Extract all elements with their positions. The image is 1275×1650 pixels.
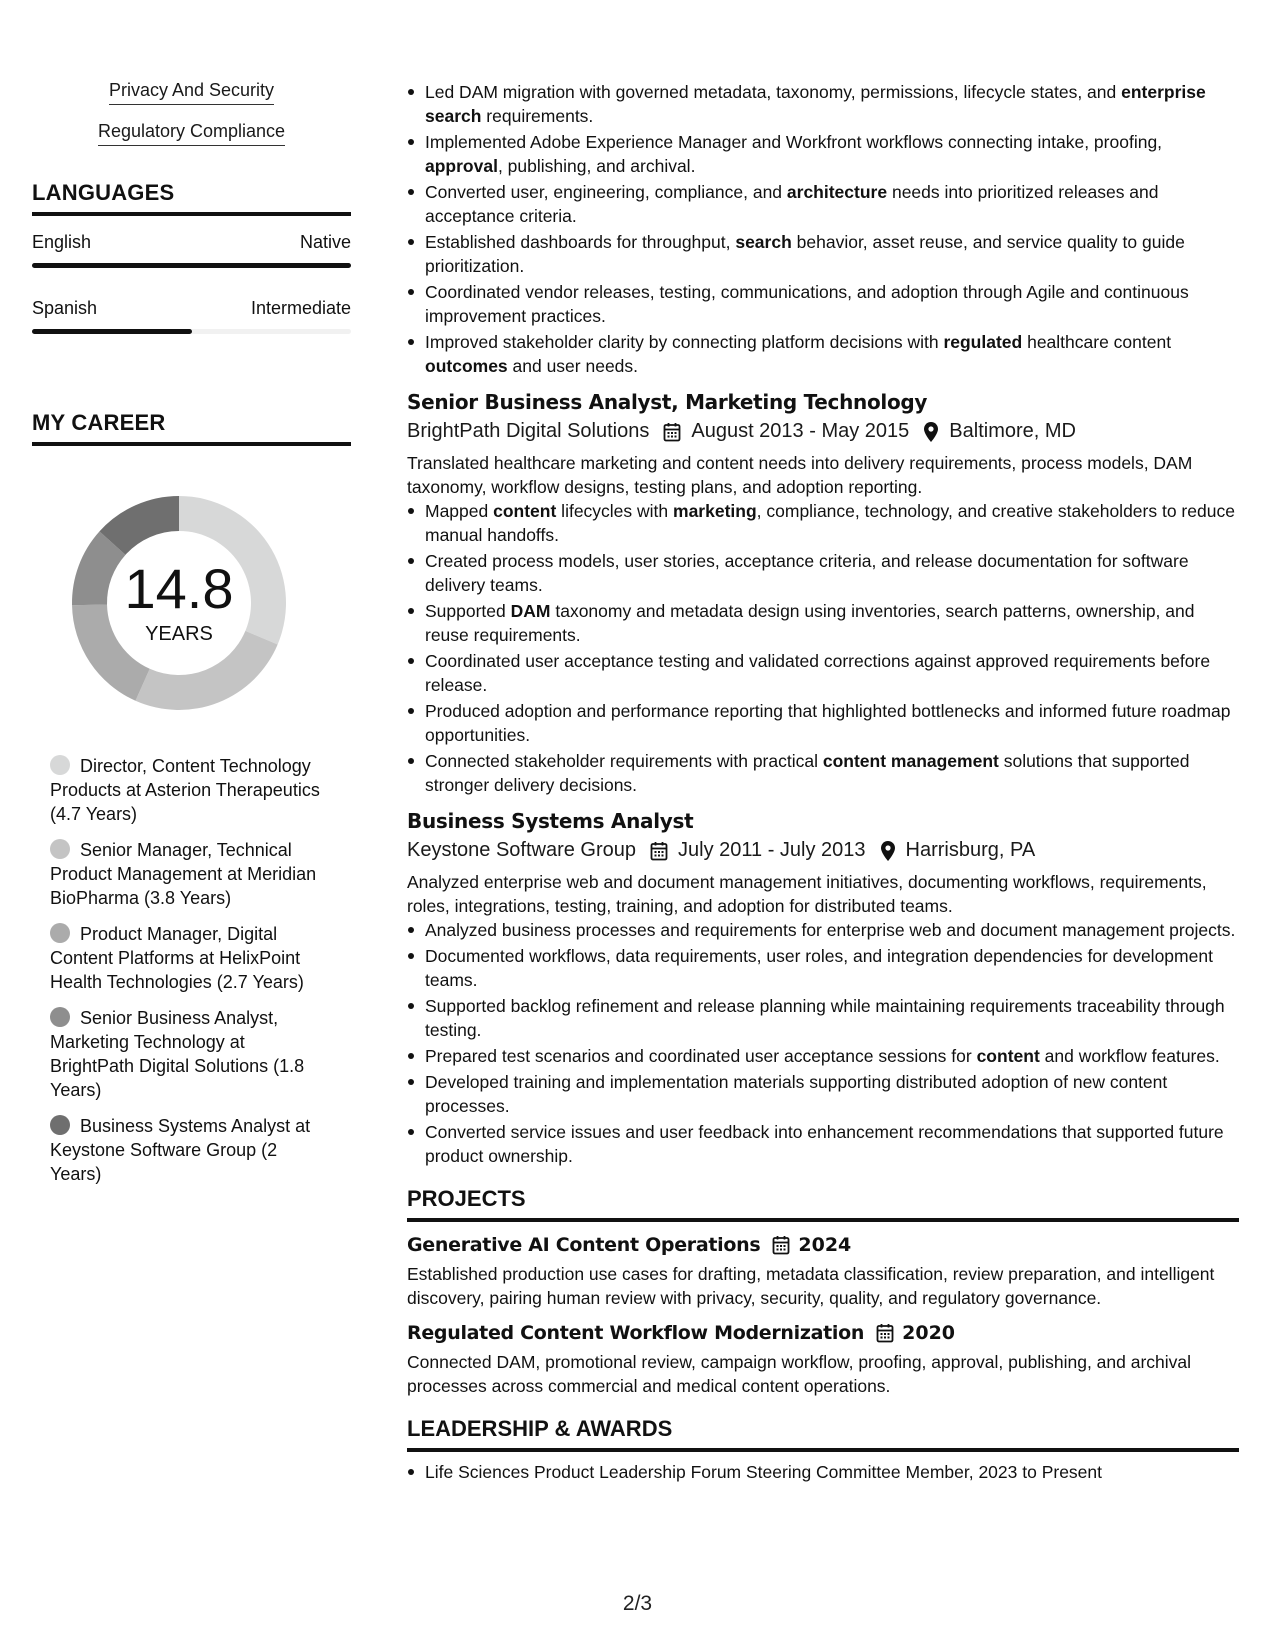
sidebar [32, 80, 351, 1198]
calendar-icon [663, 422, 681, 442]
project-title: Generative AI Content Operations [407, 1234, 761, 1256]
job-bullets [407, 918, 1239, 1168]
career-heading: MY CAREER [32, 410, 351, 446]
career-legend-item [50, 838, 330, 910]
job-dates: July 2011 - July 2013 [678, 839, 866, 861]
job-company: BrightPath Digital Solutions [407, 420, 650, 442]
bullet-item: Supported backlog refinement and release planning while maintaining requirements traceability through testing. [407, 994, 1239, 1042]
language-bar-fill [32, 263, 351, 268]
bullet-item: Created process models, user stories, acceptance criteria, and release documentation for software delivery teams. [407, 549, 1239, 597]
career-total-unit: YEARS [145, 622, 213, 645]
bullet-item: Supported DAM taxonomy and metadata design using inventories, search patterns, ownership, and reuse requirements. [407, 599, 1239, 647]
career-legend-item [50, 754, 330, 826]
language-level: Native [299, 232, 351, 252]
legend-swatch [50, 755, 70, 775]
project-year: 2024 [798, 1234, 852, 1256]
job-meta [407, 839, 1239, 862]
career-legend-item [50, 1006, 330, 1102]
bullet-item: Converted user, engineering, compliance, and architecture needs into prioritized releases and acceptance criteria. [407, 180, 1239, 228]
bullet-item: Established dashboards for throughput, search behavior, asset reuse, and service quality to guide prioritization. [407, 230, 1239, 278]
awards-list [407, 1460, 1239, 1484]
bullet-item: Prepared test scenarios and coordinated user acceptance sessions for content and workflow features. [407, 1044, 1239, 1068]
language-item [32, 232, 351, 268]
job-summary: Translated healthcare marketing and content needs into delivery requirements, process models, DAM taxonomy, workflow designs, testing plans, and adoption reporting. [407, 453, 1193, 497]
bullet-item: Coordinated vendor releases, testing, communications, and adoption through Agile and continuous improvement practices. [407, 280, 1239, 328]
projects-heading: PROJECTS [407, 1186, 1239, 1222]
career-legend [50, 754, 330, 1186]
bullet-item: Converted service issues and user feedback into enhancement recommendations that supported future product ownership. [407, 1120, 1239, 1168]
career-legend-label: Senior Business Analyst, Marketing Technology at BrightPath Digital Solutions (1.8 Years) [50, 1008, 305, 1100]
job-company: Keystone Software Group [407, 839, 637, 861]
skill-tag: Privacy And Security [109, 80, 274, 105]
job-bullets [407, 499, 1239, 797]
bullet-item: Improved stakeholder clarity by connecting platform decisions with regulated healthcare content outcomes and user needs. [407, 330, 1239, 378]
legend-swatch [50, 1007, 70, 1027]
job-title: Business Systems Analyst [407, 809, 694, 833]
career-total-years: 14.8 [124, 556, 234, 620]
bullet-item: Developed training and implementation materials supporting distributed adoption of new content processes. [407, 1070, 1239, 1118]
calendar-icon [876, 1323, 894, 1343]
job-location: Harrisburg, PA [905, 839, 1036, 861]
main-content [407, 80, 1239, 1486]
job-entry [407, 390, 1239, 797]
career-legend-label: Product Manager, Digital Content Platforms at HelixPoint Health Technologies (2.7 Years) [50, 924, 304, 992]
career-legend-label: Director, Content Technology Products at Asterion Therapeutics (4.7 Years) [50, 756, 320, 824]
career-legend-label: Senior Manager, Technical Product Management at Meridian BioPharma (3.8 Years) [50, 840, 317, 908]
legend-swatch [50, 923, 70, 943]
project-header [407, 1322, 1239, 1344]
project-year: 2020 [902, 1322, 956, 1344]
bullet-item: Implemented Adobe Experience Manager and Workfront workflows connecting intake, proofing, approval, publishing, and archival. [407, 130, 1239, 178]
languages-heading: LANGUAGES [32, 180, 351, 216]
bullet-item: Mapped content lifecycles with marketing, compliance, technology, and creative stakeholders to reduce manual handoffs. [407, 499, 1239, 547]
project-header [407, 1234, 1239, 1256]
project-entry [407, 1234, 1239, 1310]
page-number: 2/3 [622, 1592, 653, 1615]
career-legend-label: Business Systems Analyst at Keystone Software Group (2 Years) [50, 1116, 311, 1184]
bullet-item: Coordinated user acceptance testing and validated corrections against approved requirements before release. [407, 649, 1239, 697]
job-dates: August 2013 - May 2015 [691, 420, 910, 442]
bullet-item: Produced adoption and performance reporting that highlighted bottlenecks and informed future roadmap opportunities. [407, 699, 1239, 747]
experience-list [407, 390, 1239, 1168]
language-name: English [32, 232, 92, 252]
map-pin-icon [923, 421, 939, 443]
experience-bullets [407, 80, 1239, 378]
project-description: Established production use cases for drafting, metadata classification, review preparation, and intelligent discovery, pairing human review with privacy, security, quality, and regulatory governance. [407, 1264, 1215, 1308]
career-legend-item [50, 1114, 330, 1186]
job-location: Baltimore, MD [949, 420, 1076, 442]
language-bar-fill [32, 329, 192, 334]
project-description: Connected DAM, promotional review, campaign workflow, proofing, approval, publishing, and archival processes across commercial and medical content operations. [407, 1352, 1192, 1396]
project-entry [407, 1322, 1239, 1398]
bullet-item: Analyzed business processes and requirements for enterprise web and document management projects. [407, 918, 1239, 942]
bullet-item: Life Sciences Product Leadership Forum Steering Committee Member, 2023 to Present [407, 1460, 1239, 1484]
job-summary: Analyzed enterprise web and document management initiatives, documenting workflows, requirements, roles, integrations, testing, training, and adoption for distributed teams. [407, 872, 1207, 916]
awards-heading: LEADERSHIP & AWARDS [407, 1416, 1239, 1452]
job-title: Senior Business Analyst, Marketing Technology [407, 390, 928, 414]
skills-list [32, 80, 351, 146]
skill-tag: Regulatory Compliance [98, 121, 285, 146]
projects-list [407, 1234, 1239, 1398]
project-title: Regulated Content Workflow Modernization [407, 1322, 865, 1344]
bullet-item: Led DAM migration with governed metadata, taxonomy, permissions, lifecycle states, and enterprise search requirements. [407, 80, 1239, 128]
language-bar [32, 329, 351, 334]
legend-swatch [50, 1115, 70, 1135]
bullet-item: Documented workflows, data requirements, user roles, and integration dependencies for development teams. [407, 944, 1239, 992]
calendar-icon [650, 841, 668, 861]
legend-swatch [50, 839, 70, 859]
language-level: Intermediate [250, 298, 351, 318]
job-entry [407, 809, 1239, 1168]
job-meta [407, 420, 1239, 443]
career-legend-item [50, 922, 330, 994]
career-donut-chart [64, 488, 294, 718]
language-item [32, 298, 351, 334]
calendar-icon [772, 1235, 790, 1255]
map-pin-icon [880, 840, 896, 862]
language-name: Spanish [32, 298, 98, 318]
language-bar [32, 263, 351, 268]
bullet-item: Connected stakeholder requirements with practical content management solutions that supported stronger delivery decisions. [407, 749, 1239, 797]
